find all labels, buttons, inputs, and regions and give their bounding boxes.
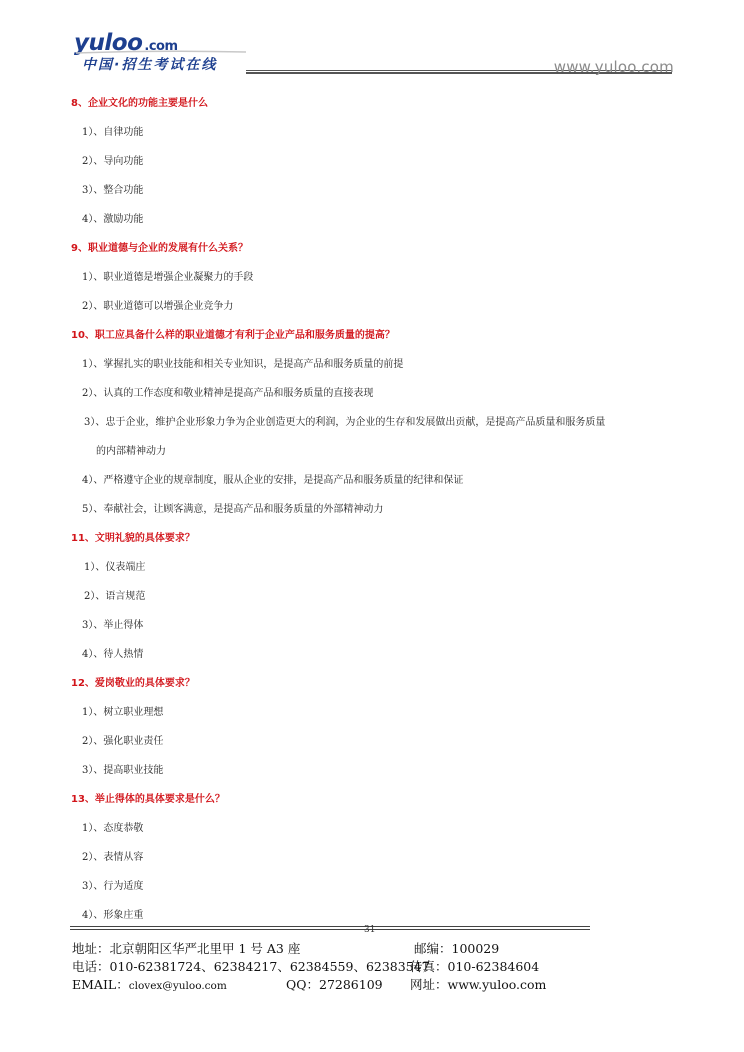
answer-item: 2）、认真的工作态度和敬业精神是提高产品和服务质量的直接表现: [82, 388, 374, 399]
answer-item: 4）、严格遵守企业的规章制度，服从企业的安排，是提高产品和服务质量的纪律和保证: [82, 475, 464, 486]
answer-item: 1）、态度恭敬: [82, 823, 144, 834]
document-body: [71, 89, 681, 930]
yuloo-logo: [74, 30, 254, 76]
answer-item: 3）、整合功能: [82, 185, 144, 196]
answer-item: 1）、掌握扎实的职业技能和相关专业知识，是提高产品和服务质量的前提: [82, 359, 404, 370]
footer-fax: 传真：010-62384604: [410, 959, 540, 974]
header-site-url: www.yuloo.com: [553, 58, 674, 76]
answer-item: 3）、举止得体: [82, 620, 144, 631]
footer-phone: 电话：010-62381724、62384217、62384559、62383547: [72, 959, 430, 974]
page-number: 31: [364, 925, 376, 935]
answer-item: 4）、形象庄重: [82, 910, 144, 921]
answer-item: 4）、激励功能: [82, 214, 144, 225]
question-heading: 13、举止得体的具体要求是什么？: [71, 794, 225, 805]
footer-qq: QQ：27286109: [286, 977, 383, 992]
footer-email-link[interactable]: clovex@yuloo.com: [128, 980, 227, 992]
logo-brand-oo: oo: [111, 30, 143, 56]
answer-item: 1）、职业道德是增强企业凝聚力的手段: [82, 272, 254, 283]
footer-rule: [70, 926, 590, 932]
answer-item: 2）、导向功能: [82, 156, 144, 167]
footer-address: 地址：北京朝阳区华严北里甲 1 号 A3 座: [72, 941, 301, 956]
answer-item: 3）、忠于企业，维护企业形象力争为企业创造更大的利润，为企业的生存和发展做出贡献，是提高产品质量和服务质量: [84, 417, 606, 428]
footer-website-link[interactable]: 网址：www.yuloo.com: [410, 977, 547, 992]
question-heading: 9、职业道德与企业的发展有什么关系？: [71, 243, 248, 254]
answer-item: 2）、强化职业责任: [82, 736, 164, 747]
logo-brand-suffix: .com: [144, 39, 178, 54]
answer-item: 5）、奉献社会，让顾客满意，是提高产品和服务质量的外部精神动力: [82, 504, 384, 515]
answer-item: 2）、语言规范: [84, 591, 146, 602]
answer-item: 4）、待人热情: [82, 649, 144, 660]
answer-item: 1）、自律功能: [82, 127, 144, 138]
question-heading: 11、文明礼貌的具体要求？: [71, 533, 195, 544]
footer-contact: [72, 940, 672, 994]
footer-postcode: 邮编：100029: [414, 941, 500, 956]
question-heading: 10、职工应具备什么样的职业道德才有利于企业产品和服务质量的提高？: [71, 330, 395, 341]
answer-item: 3）、行为适度: [82, 881, 144, 892]
answer-item: 2）、职业道德可以增强企业竞争力: [82, 301, 234, 312]
footer-email-label: EMAIL：: [72, 977, 129, 992]
question-heading: 12、爱岗敬业的具体要求？: [71, 678, 195, 689]
answer-item: 1）、仪表端庄: [84, 562, 146, 573]
answer-item: 3）、提高职业技能: [82, 765, 164, 776]
question-heading: 8、企业文化的功能主要是什么: [71, 98, 208, 109]
answer-item: 1）、树立职业理想: [82, 707, 164, 718]
answer-item: 2）、表情从容: [82, 852, 144, 863]
logo-slogan: 中国·招生考试在线: [82, 57, 218, 73]
answer-item-continuation: 的内部精神动力: [96, 446, 166, 457]
logo-brand-prefix: yul: [74, 30, 112, 56]
